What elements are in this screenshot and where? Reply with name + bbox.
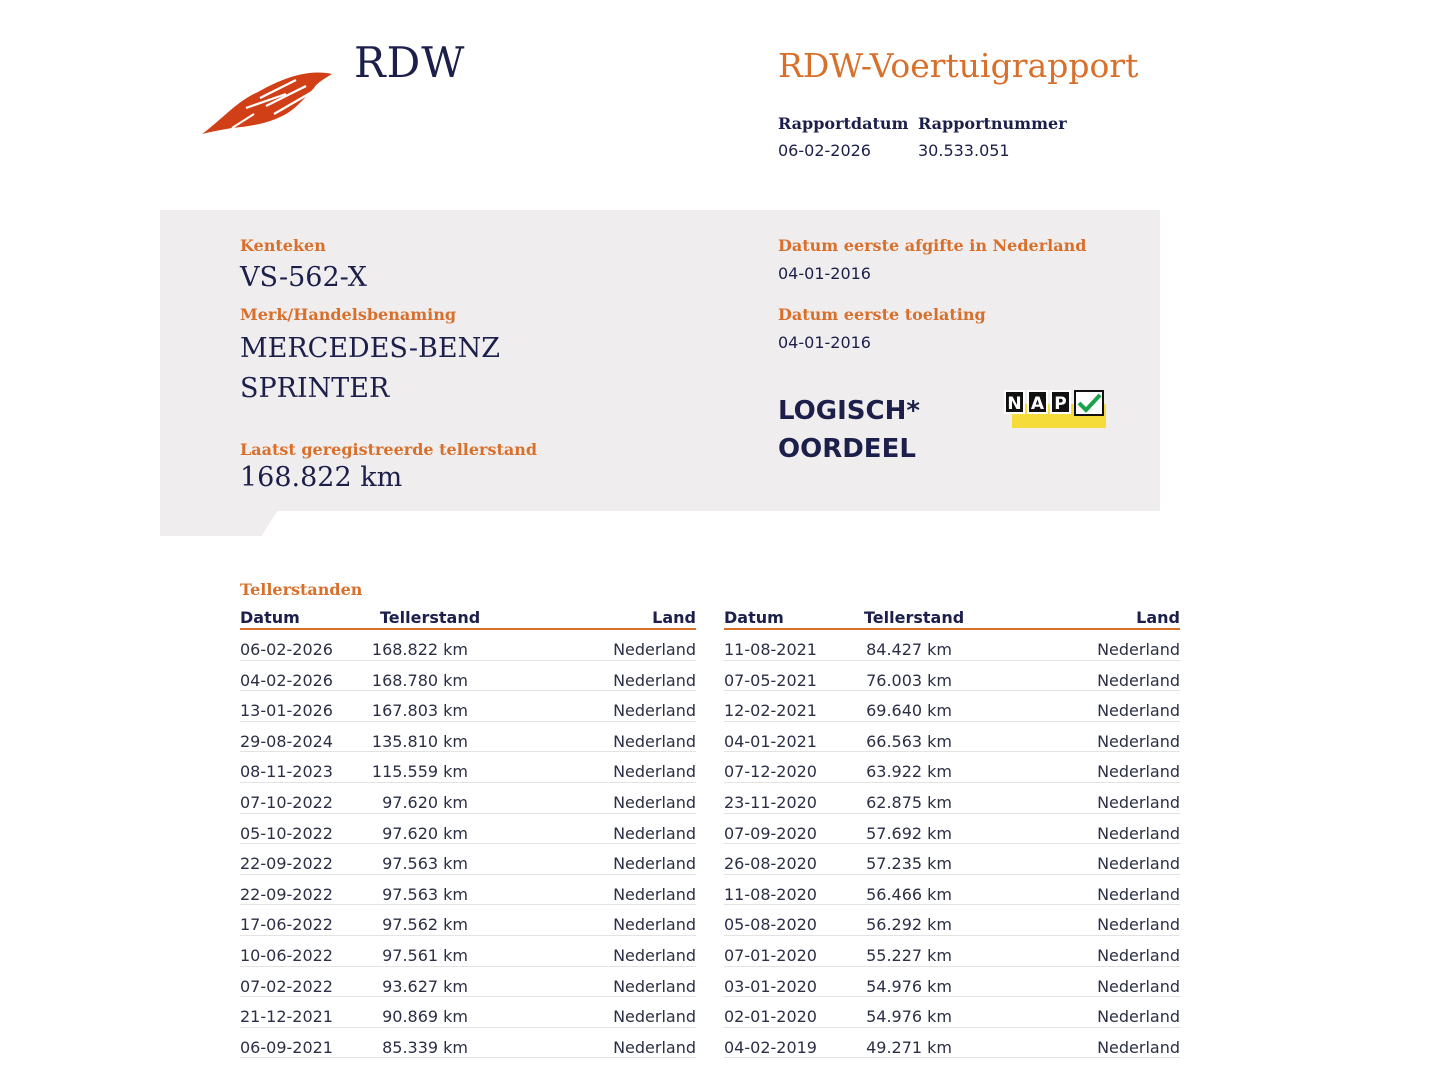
- odometer-verdict: [778, 392, 920, 468]
- odometer-value: 168.822 km: [240, 462, 403, 493]
- table-row: [240, 936, 696, 967]
- cell-date: 23-11-2020: [724, 792, 817, 812]
- table-row: [240, 661, 696, 692]
- table-row: [240, 722, 696, 753]
- cell-date: 26-08-2020: [724, 854, 817, 874]
- cell-reading: 66.563 km: [866, 731, 952, 751]
- table-row: [240, 691, 696, 722]
- cell-date: 21-12-2021: [240, 1007, 333, 1027]
- nap-badge-icon: [1002, 388, 1106, 430]
- cell-date: 08-11-2023: [240, 762, 333, 782]
- report-date-block: [778, 114, 908, 160]
- cell-date: 12-02-2021: [724, 701, 817, 721]
- cell-reading: 90.869 km: [382, 1007, 468, 1027]
- cell-reading: 97.562 km: [382, 915, 468, 935]
- cell-date: 07-05-2021: [724, 670, 817, 690]
- cell-country: Nederland: [613, 884, 696, 904]
- cell-date: 17-06-2022: [240, 915, 333, 935]
- cell-date: 11-08-2020: [724, 884, 817, 904]
- cell-reading: 97.620 km: [382, 792, 468, 812]
- report-number-label: Rapportnummer: [918, 114, 1067, 133]
- first-admission-value: 04-01-2016: [778, 333, 871, 352]
- table-row: [724, 875, 1180, 906]
- readings-table-left: [240, 606, 696, 1058]
- cell-date: 06-02-2026: [240, 640, 333, 659]
- cell-country: Nederland: [1097, 670, 1180, 690]
- table-header: [240, 606, 696, 630]
- cell-country: Nederland: [1097, 762, 1180, 782]
- cell-reading: 93.627 km: [382, 976, 468, 996]
- table-row: [240, 905, 696, 936]
- table-row: [240, 783, 696, 814]
- table-row: [240, 875, 696, 906]
- cell-country: Nederland: [1097, 854, 1180, 874]
- table-row: [724, 967, 1180, 998]
- panel-tab-decoration: [160, 510, 278, 536]
- cell-country: Nederland: [613, 976, 696, 996]
- cell-date: 02-01-2020: [724, 1007, 817, 1027]
- make-value-line1: MERCEDES-BENZ: [240, 333, 500, 364]
- table-row: [724, 844, 1180, 875]
- cell-country: Nederland: [613, 1007, 696, 1027]
- cell-country: Nederland: [613, 1037, 696, 1057]
- header-country: Land: [652, 608, 696, 627]
- cell-reading: 97.563 km: [382, 854, 468, 874]
- first-issue-label: Datum eerste afgifte in Nederland: [778, 236, 1087, 255]
- cell-date: 04-01-2021: [724, 731, 817, 751]
- table-row: [240, 814, 696, 845]
- cell-date: 07-10-2022: [240, 792, 333, 812]
- report-number-value: 30.533.051: [918, 141, 1010, 160]
- table-row: [724, 997, 1180, 1028]
- cell-reading: 56.466 km: [866, 884, 952, 904]
- cell-date: 05-08-2020: [724, 915, 817, 935]
- cell-country: Nederland: [1097, 884, 1180, 904]
- cell-date: 11-08-2021: [724, 640, 817, 659]
- report-number-block: [918, 114, 1067, 160]
- cell-country: Nederland: [1097, 792, 1180, 812]
- make-label: Merk/Handelsbenaming: [240, 305, 457, 324]
- cell-reading: 57.692 km: [866, 823, 952, 843]
- cell-reading: 115.559 km: [371, 762, 468, 782]
- cell-country: Nederland: [613, 792, 696, 812]
- cell-date: 22-09-2022: [240, 854, 333, 874]
- cell-reading: 49.271 km: [866, 1037, 952, 1057]
- header-reading: Tellerstand: [380, 608, 481, 627]
- table-row: [724, 905, 1180, 936]
- report-date-label: Rapportdatum: [778, 114, 909, 133]
- cell-date: 29-08-2024: [240, 731, 333, 751]
- cell-reading: 57.235 km: [866, 854, 952, 874]
- table-row: [240, 630, 696, 661]
- cell-date: 04-02-2019: [724, 1037, 817, 1057]
- first-issue-value: 04-01-2016: [778, 264, 871, 283]
- cell-country: Nederland: [1097, 701, 1180, 721]
- cell-reading: 97.561 km: [382, 945, 468, 965]
- cell-reading: 168.822 km: [371, 640, 468, 659]
- cell-country: Nederland: [1097, 976, 1180, 996]
- verdict-line2: OORDEEL: [778, 434, 916, 464]
- table-row: [240, 844, 696, 875]
- cell-country: Nederland: [1097, 640, 1180, 659]
- cell-country: Nederland: [613, 945, 696, 965]
- table-row: [724, 661, 1180, 692]
- readings-title: Tellerstanden: [240, 580, 363, 599]
- table-row: [724, 814, 1180, 845]
- plate-value: VS-562-X: [240, 262, 368, 293]
- table-row: [724, 630, 1180, 661]
- cell-country: Nederland: [613, 640, 696, 659]
- header-reading: Tellerstand: [864, 608, 965, 627]
- cell-country: Nederland: [613, 731, 696, 751]
- table-row: [240, 997, 696, 1028]
- plate-label: Kenteken: [240, 236, 326, 255]
- nap-letter-p: P: [1050, 390, 1071, 414]
- table-row: [240, 752, 696, 783]
- cell-date: 10-06-2022: [240, 945, 333, 965]
- table-row: [240, 1028, 696, 1059]
- cell-date: 05-10-2022: [240, 823, 333, 843]
- cell-country: Nederland: [1097, 915, 1180, 935]
- cell-country: Nederland: [1097, 823, 1180, 843]
- report-title: RDW-Voertuigrapport: [778, 46, 1139, 85]
- cell-reading: 135.810 km: [371, 731, 468, 751]
- cell-date: 07-09-2020: [724, 823, 817, 843]
- cell-country: Nederland: [613, 915, 696, 935]
- cell-reading: 97.563 km: [382, 884, 468, 904]
- cell-reading: 76.003 km: [866, 670, 952, 690]
- first-admission-label: Datum eerste toelating: [778, 305, 986, 324]
- cell-country: Nederland: [1097, 1007, 1180, 1027]
- nap-checkmark-icon: [1074, 390, 1104, 416]
- header-country: Land: [1136, 608, 1180, 627]
- cell-date: 13-01-2026: [240, 701, 333, 721]
- cell-reading: 54.976 km: [866, 976, 952, 996]
- table-body: [240, 630, 696, 1058]
- verdict-line1: LOGISCH*: [778, 396, 920, 426]
- table-header: [724, 606, 1180, 630]
- table-row: [240, 967, 696, 998]
- table-row: [724, 783, 1180, 814]
- cell-reading: 55.227 km: [866, 945, 952, 965]
- odometer-label: Laatst geregistreerde tellerstand: [240, 440, 538, 459]
- cell-reading: 56.292 km: [866, 915, 952, 935]
- table-row: [724, 722, 1180, 753]
- nap-letter-a: A: [1027, 390, 1048, 414]
- table-row: [724, 752, 1180, 783]
- cell-country: Nederland: [1097, 731, 1180, 751]
- cell-date: 04-02-2026: [240, 670, 333, 690]
- header-date: Datum: [240, 608, 300, 627]
- nap-letter-n: N: [1004, 390, 1025, 414]
- cell-reading: 168.780 km: [371, 670, 468, 690]
- cell-reading: 54.976 km: [866, 1007, 952, 1027]
- cell-reading: 62.875 km: [866, 792, 952, 812]
- table-row: [724, 691, 1180, 722]
- cell-reading: 167.803 km: [371, 701, 468, 721]
- cell-reading: 85.339 km: [382, 1037, 468, 1057]
- report-date-value: 06-02-2026: [778, 141, 871, 160]
- cell-reading: 97.620 km: [382, 823, 468, 843]
- cell-country: Nederland: [1097, 945, 1180, 965]
- cell-country: Nederland: [613, 701, 696, 721]
- rdw-feather-logo-icon: [196, 58, 336, 138]
- make-value-line2: SPRINTER: [240, 373, 390, 404]
- table-body: [724, 630, 1180, 1058]
- rdw-logo-text: RDW: [354, 38, 466, 87]
- cell-country: Nederland: [613, 823, 696, 843]
- table-row: [724, 1028, 1180, 1059]
- cell-country: Nederland: [613, 854, 696, 874]
- header-date: Datum: [724, 608, 784, 627]
- table-row: [724, 936, 1180, 967]
- cell-date: 07-12-2020: [724, 762, 817, 782]
- readings-table-right: [724, 606, 1180, 1058]
- cell-country: Nederland: [613, 670, 696, 690]
- cell-date: 06-09-2021: [240, 1037, 333, 1057]
- cell-reading: 63.922 km: [866, 762, 952, 782]
- cell-country: Nederland: [1097, 1037, 1180, 1057]
- cell-date: 03-01-2020: [724, 976, 817, 996]
- cell-country: Nederland: [613, 762, 696, 782]
- cell-reading: 69.640 km: [866, 701, 952, 721]
- cell-date: 22-09-2022: [240, 884, 333, 904]
- cell-date: 07-01-2020: [724, 945, 817, 965]
- cell-reading: 84.427 km: [866, 640, 952, 659]
- cell-date: 07-02-2022: [240, 976, 333, 996]
